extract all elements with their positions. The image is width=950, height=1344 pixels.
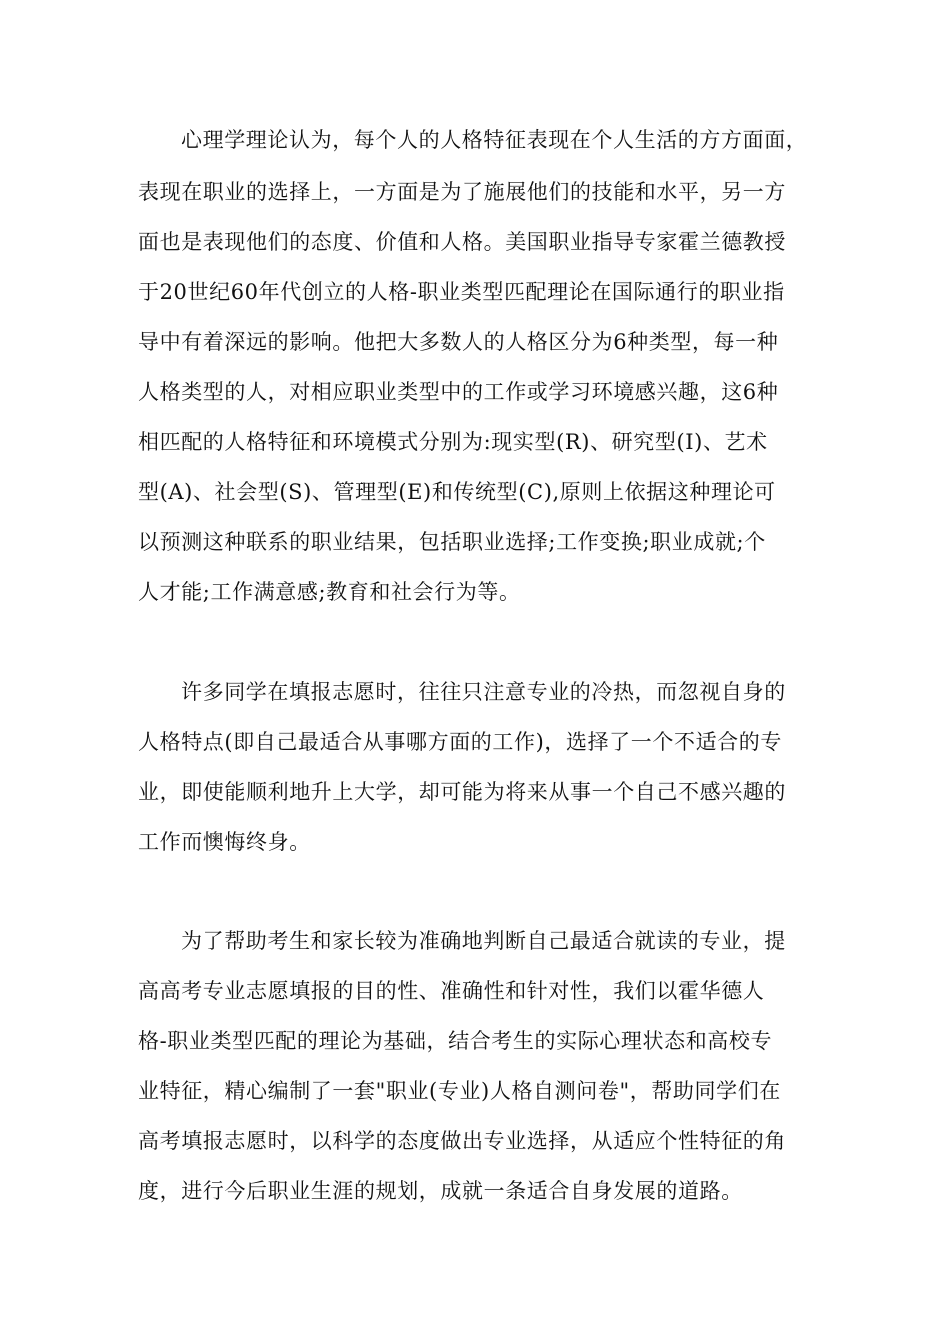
- paragraph-line: 工作而懊悔终身。: [138, 830, 311, 854]
- paragraph-line: 业，即使能顺利地升上大学，却可能为将来从事一个自己不感兴趣的: [138, 780, 786, 804]
- paragraph-line: 高高考专业志愿填报的目的性、准确性和针对性，我们以霍华德人: [138, 979, 765, 1003]
- paragraph-line: 于20世纪60年代创立的人格-职业类型匹配理论在国际通行的职业指: [138, 280, 785, 304]
- paragraph-line: 相匹配的人格特征和环境模式分别为:现实型(R)、研究型(I)、艺术: [138, 430, 768, 454]
- paragraph-line: 度，进行今后职业生涯的规划，成就一条适合自身发展的道路。: [138, 1179, 743, 1203]
- paragraph-line: 格-职业类型匹配的理论为基础，结合考生的实际心理状态和高校专: [138, 1029, 773, 1053]
- paragraph-line: 以预测这种联系的职业结果，包括职业选择;工作变换;职业成就;个: [138, 530, 766, 554]
- paragraph-line: 人才能;工作满意感;教育和社会行为等。: [138, 580, 521, 604]
- paragraph-line: 许多同学在填报志愿时，往往只注意专业的冷热，而忽视自身的: [181, 680, 786, 704]
- paragraph-line: 业特征，精心编制了一套"职业(专业)人格自测问卷"，帮助同学们在: [138, 1079, 781, 1103]
- paragraph-line: 型(A)、社会型(S)、管理型(E)和传统型(C),原则上依据这种理论可: [138, 480, 776, 504]
- paragraph-line: 人格类型的人，对相应职业类型中的工作或学习环境感兴趣，这6种: [138, 380, 779, 404]
- paragraph-line: 表现在职业的选择上，一方面是为了施展他们的技能和水平，另一方: [138, 180, 786, 204]
- paragraph-line: 面也是表现他们的态度、价值和人格。美国职业指导专家霍兰德教授: [138, 230, 786, 254]
- paragraph-line: 人格特点(即自己最适合从事哪方面的工作)，选择了一个不适合的专: [138, 730, 782, 754]
- paragraph-line: 为了帮助考生和家长较为准确地判断自己最适合就读的专业，提: [181, 929, 786, 953]
- paragraph-line: 导中有着深远的影响。他把大多数人的人格区分为6种类型，每一种: [138, 330, 779, 354]
- paragraph-line: 高考填报志愿时，以科学的态度做出专业选择，从适应个性特征的角: [138, 1129, 786, 1153]
- paragraph-line: 心理学理论认为，每个人的人格特征表现在个人生活的方方面面，: [181, 128, 808, 152]
